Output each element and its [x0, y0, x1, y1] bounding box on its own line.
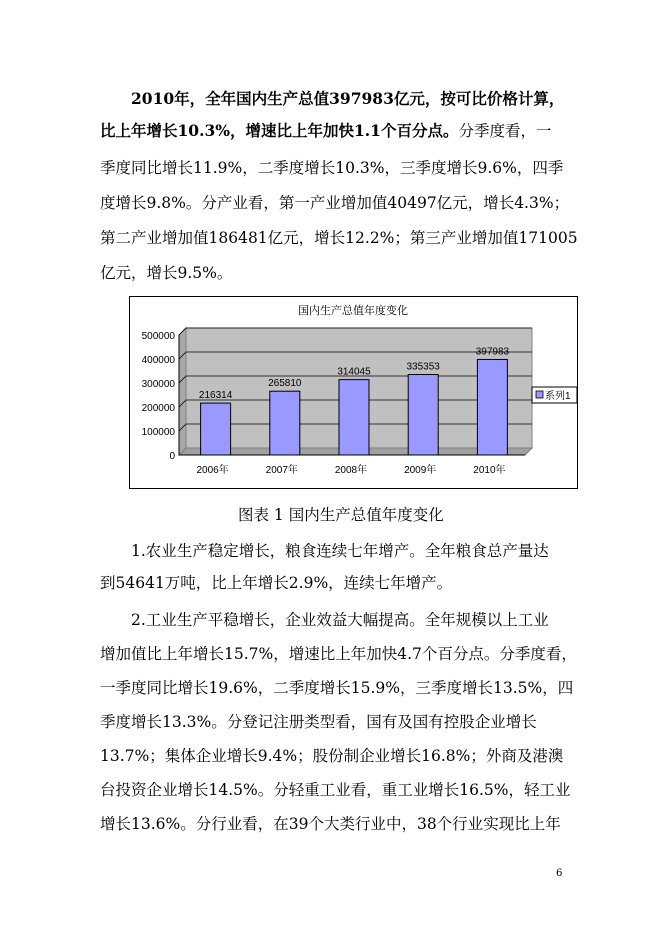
paragraph-3-line-6: 台投资企业增长14.5%。分轻重工业看，重工业增长16.5%，轻工业	[100, 781, 571, 799]
x-tick-label: 2007年	[265, 465, 298, 476]
paragraph-2-line-2: 到54641万吨，比上年增长2.9%，连续七年增产。	[100, 574, 453, 592]
y-tick-label: 300000	[141, 379, 175, 390]
gdp-chart	[129, 296, 578, 489]
y-tick-label: 100000	[141, 427, 175, 438]
data-label: 216314	[198, 390, 233, 402]
chart-title: 国内生产总值年度变化	[298, 305, 408, 317]
paragraph-1-line-5: 第二产业增加值186481亿元，增长12.2%；第三产业增加值171005	[100, 229, 578, 247]
paragraph-1-line-2-bold: 比上年增长10.3%，增速比上年加快1.1个百分点。	[100, 121, 459, 140]
bar	[201, 403, 231, 455]
paragraph-1-line-2-rest: 分季度看，一	[458, 122, 552, 140]
paragraph-3-line-3: 一季度同比增长19.6%，二季度增长15.9%，三季度增长13.5%，四	[100, 679, 574, 697]
paragraph-3-line-5: 13.7%；集体企业增长9.4%；股份制企业增长16.8%；外商及港澳	[100, 747, 564, 765]
paragraph-1-line-6: 亿元，增长9.5%。	[100, 264, 233, 282]
paragraph-1-line-4: 度增长9.8%。分产业看，第一产业增加值40497亿元，增长4.3%；	[100, 194, 570, 212]
bar	[339, 380, 369, 455]
x-tick-label: 2006年	[196, 465, 229, 476]
y-tick-label: 400000	[141, 355, 175, 366]
data-label: 397983	[475, 346, 510, 358]
y-tick-label: 0	[169, 451, 175, 462]
paragraph-3-line-2: 增加值比上年增长15.7%，增速比上年加快4.7个百分点。分季度看，	[100, 645, 577, 663]
paragraph-1-line-1: 2010年，全年国内生产总值397983亿元，按可比价格计算，	[131, 89, 565, 108]
gdp-chart-svg	[130, 297, 577, 488]
legend-swatch	[536, 391, 543, 398]
paragraph-1-line-3: 季度同比增长11.9%，二季度增长10.3%，三季度增长9.6%，四季	[100, 159, 564, 177]
bar	[408, 375, 438, 455]
x-tick-label: 2009年	[404, 465, 437, 476]
x-tick-label: 2008年	[334, 465, 368, 476]
data-label: 335353	[406, 361, 440, 373]
paragraph-2-line-1: 1.农业生产稳定增长，粮食连续七年增产。全年粮食总产量达	[131, 542, 549, 560]
figure-caption: 图表 1 国内生产总值年度变化	[238, 506, 444, 524]
page-number: 6	[556, 868, 563, 879]
bar	[477, 359, 507, 455]
y-tick-label: 500000	[141, 331, 175, 342]
data-label: 314045	[337, 366, 371, 378]
paragraph-3-line-7: 增长13.6%。分行业看，在39个大类行业中，38个行业实现比上年	[100, 815, 561, 833]
paragraph-3-line-4: 季度增长13.3%。分登记注册类型看，国有及国有控股企业增长	[100, 713, 537, 731]
paragraph-1-line-2	[100, 121, 551, 141]
bar	[270, 391, 300, 455]
legend-label: 系列1	[545, 391, 571, 402]
plot-side-wall	[179, 328, 186, 455]
paragraph-3-line-1: 2.工业生产平稳增长，企业效益大幅提高。全年规模以上工业	[131, 611, 549, 629]
y-tick-label: 200000	[141, 403, 175, 414]
x-tick-label: 2010年	[473, 465, 506, 476]
data-label: 265810	[268, 378, 302, 390]
